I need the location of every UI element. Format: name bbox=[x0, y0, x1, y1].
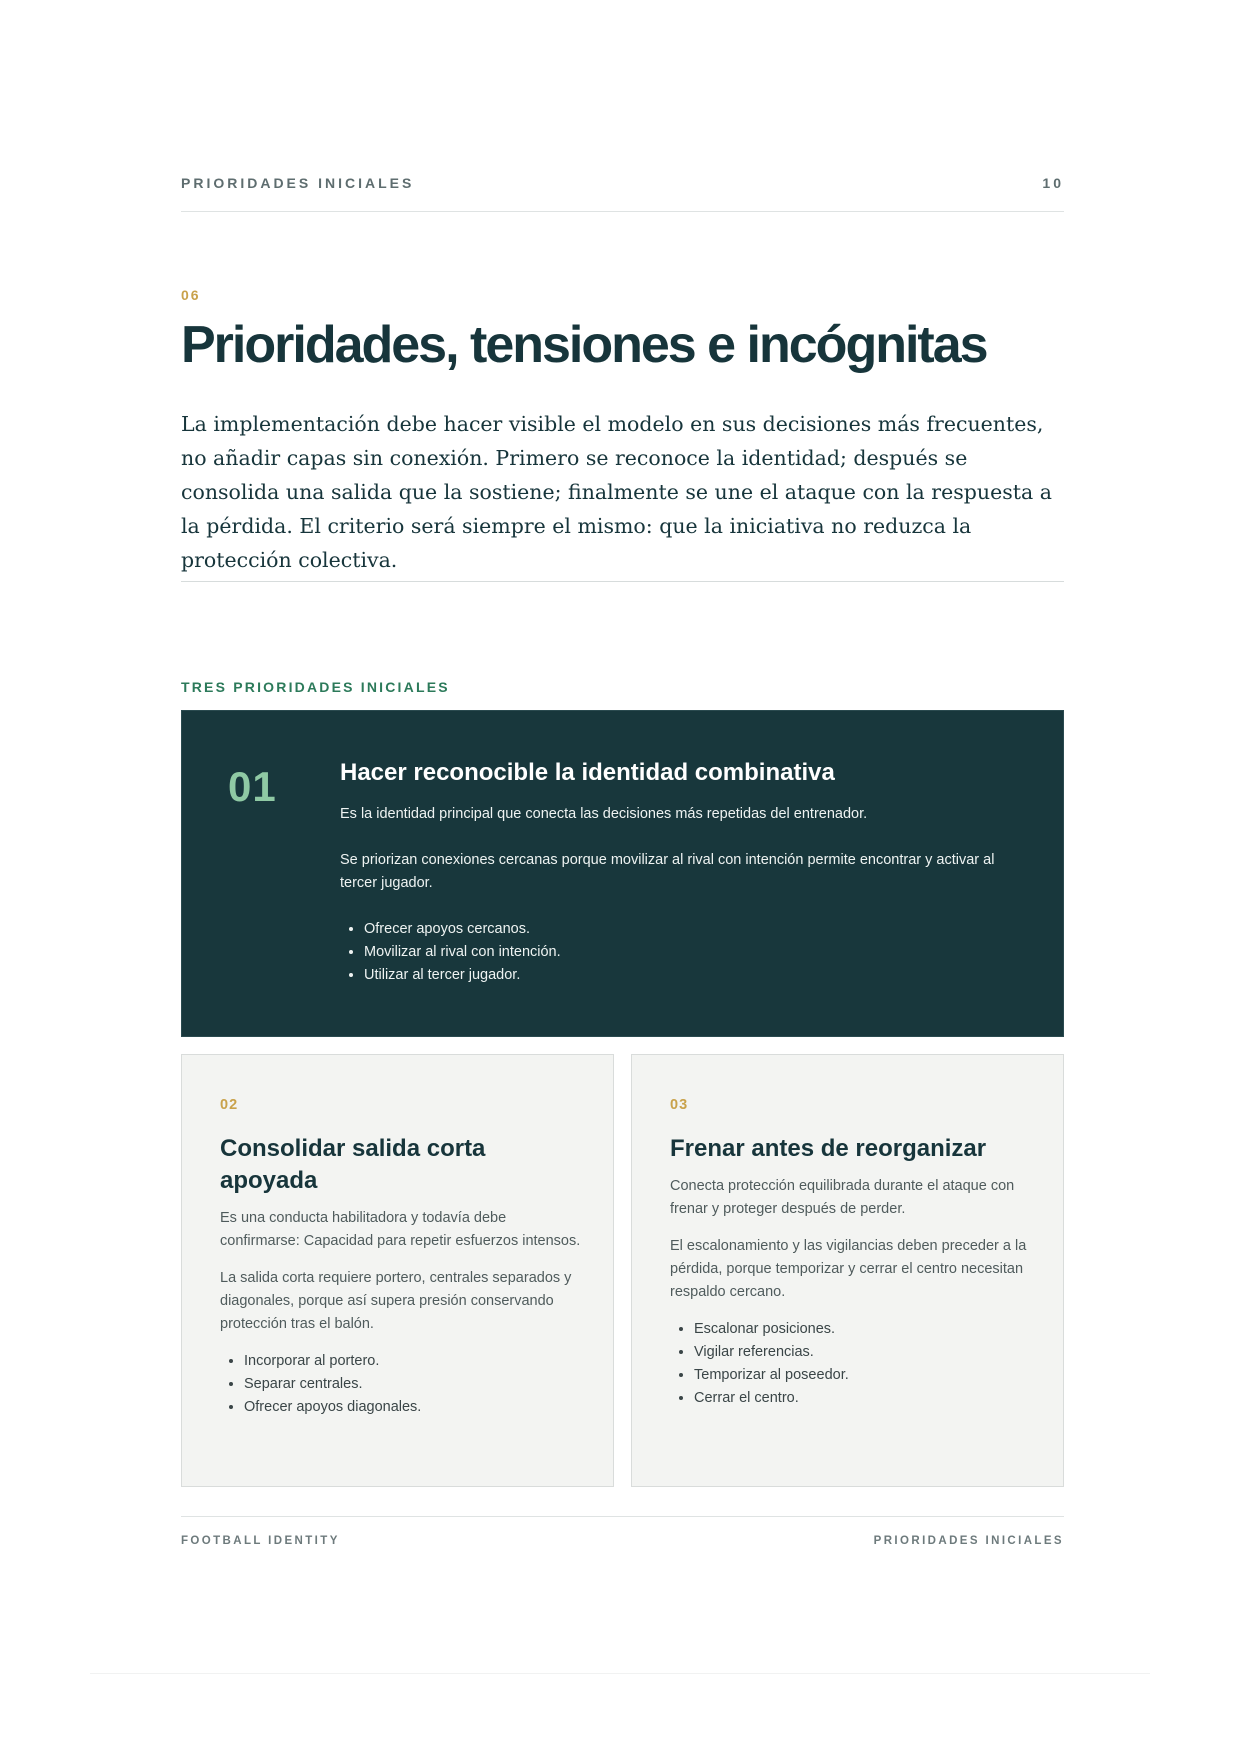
priority-bullet-list bbox=[340, 918, 1030, 987]
footer-left-label: FOOTBALL IDENTITY bbox=[181, 1535, 340, 1547]
section-intro: La implementación debe hacer visible el modelo en sus decisiones más frecuentes, no añadir capas sin conexión. Primero se reconoce la identidad; después se consolida una salida que la sostiene; finalmente se une el ataque con la respuesta a la pérdida. El criterio será siempre el mismo: que la iniciativa no reduzca la protección colectiva. bbox=[181, 412, 1052, 572]
page-edge-divider bbox=[90, 1673, 1150, 1674]
list-item: • Cerrar el centro. bbox=[694, 1387, 1035, 1410]
list-item: • Vigilar referencias. bbox=[694, 1341, 1035, 1364]
priority-paragraph: La salida corta requiere portero, centrales separados y diagonales, porque así supera presión conservando protección tras el balón. bbox=[220, 1270, 572, 1332]
priority-paragraph: El escalonamiento y las vigilancias deben preceder a la pérdida, porque temporizar y cerrar el centro necesitan respaldo cercano. bbox=[670, 1238, 1027, 1300]
priority-title: Hacer reconocible la identidad combinativa bbox=[340, 759, 835, 786]
priority-title: Frenar antes de reorganizar bbox=[670, 1135, 987, 1162]
priority-number: 03 bbox=[670, 1097, 689, 1113]
priority-number: 01 bbox=[228, 763, 277, 810]
priority-body bbox=[340, 757, 1030, 987]
header-divider bbox=[181, 211, 1064, 212]
list-item: • Ofrecer apoyos cercanos. bbox=[364, 918, 1030, 941]
section-title: Prioridades, tensiones e incógnitas bbox=[181, 316, 987, 374]
list-item: • Movilizar al rival con intención. bbox=[364, 941, 1030, 964]
priority-paragraph: Es una conducta habilitadora y todavía debe confirmarse: Capacidad para repetir esfuerzos intensos. bbox=[220, 1210, 581, 1249]
section-number: 06 bbox=[181, 287, 201, 303]
priority-bullet-list bbox=[220, 1350, 585, 1419]
priority-bullet-list bbox=[670, 1318, 1035, 1410]
list-item: • Utilizar al tercer jugador. bbox=[364, 964, 1030, 987]
intro-divider bbox=[181, 581, 1064, 582]
priority-paragraph: Conecta protección equilibrada durante el ataque con frenar y proteger después de perder. bbox=[670, 1178, 1015, 1217]
running-footer bbox=[181, 1535, 1064, 1547]
priority-paragraph: Es la identidad principal que conecta las decisiones más repetidas del entrenador. bbox=[340, 806, 868, 822]
list-item: • Incorporar al portero. bbox=[244, 1350, 585, 1373]
footer-divider bbox=[181, 1516, 1064, 1517]
priorities-label: TRES PRIORIDADES INICIALES bbox=[181, 679, 450, 695]
priority-card-01 bbox=[181, 710, 1064, 1037]
list-item: • Separar centrales. bbox=[244, 1373, 585, 1396]
running-header-title: PRIORIDADES INICIALES bbox=[181, 175, 415, 191]
priority-card-03 bbox=[631, 1054, 1064, 1487]
list-item: • Ofrecer apoyos diagonales. bbox=[244, 1396, 585, 1419]
footer-right-label: PRIORIDADES INICIALES bbox=[873, 1535, 1064, 1547]
page-number: 10 bbox=[1042, 175, 1064, 191]
priority-card-02 bbox=[181, 1054, 614, 1487]
priority-title: Consolidar salida corta apoyada bbox=[220, 1135, 486, 1194]
list-item: • Temporizar al poseedor. bbox=[694, 1364, 1035, 1387]
priority-number: 02 bbox=[220, 1097, 239, 1113]
running-header bbox=[181, 175, 1064, 191]
list-item: • Escalonar posiciones. bbox=[694, 1318, 1035, 1341]
priority-paragraph: Se priorizan conexiones cercanas porque movilizar al rival con intención permite encontrar y activar al tercer jugador. bbox=[340, 852, 995, 891]
